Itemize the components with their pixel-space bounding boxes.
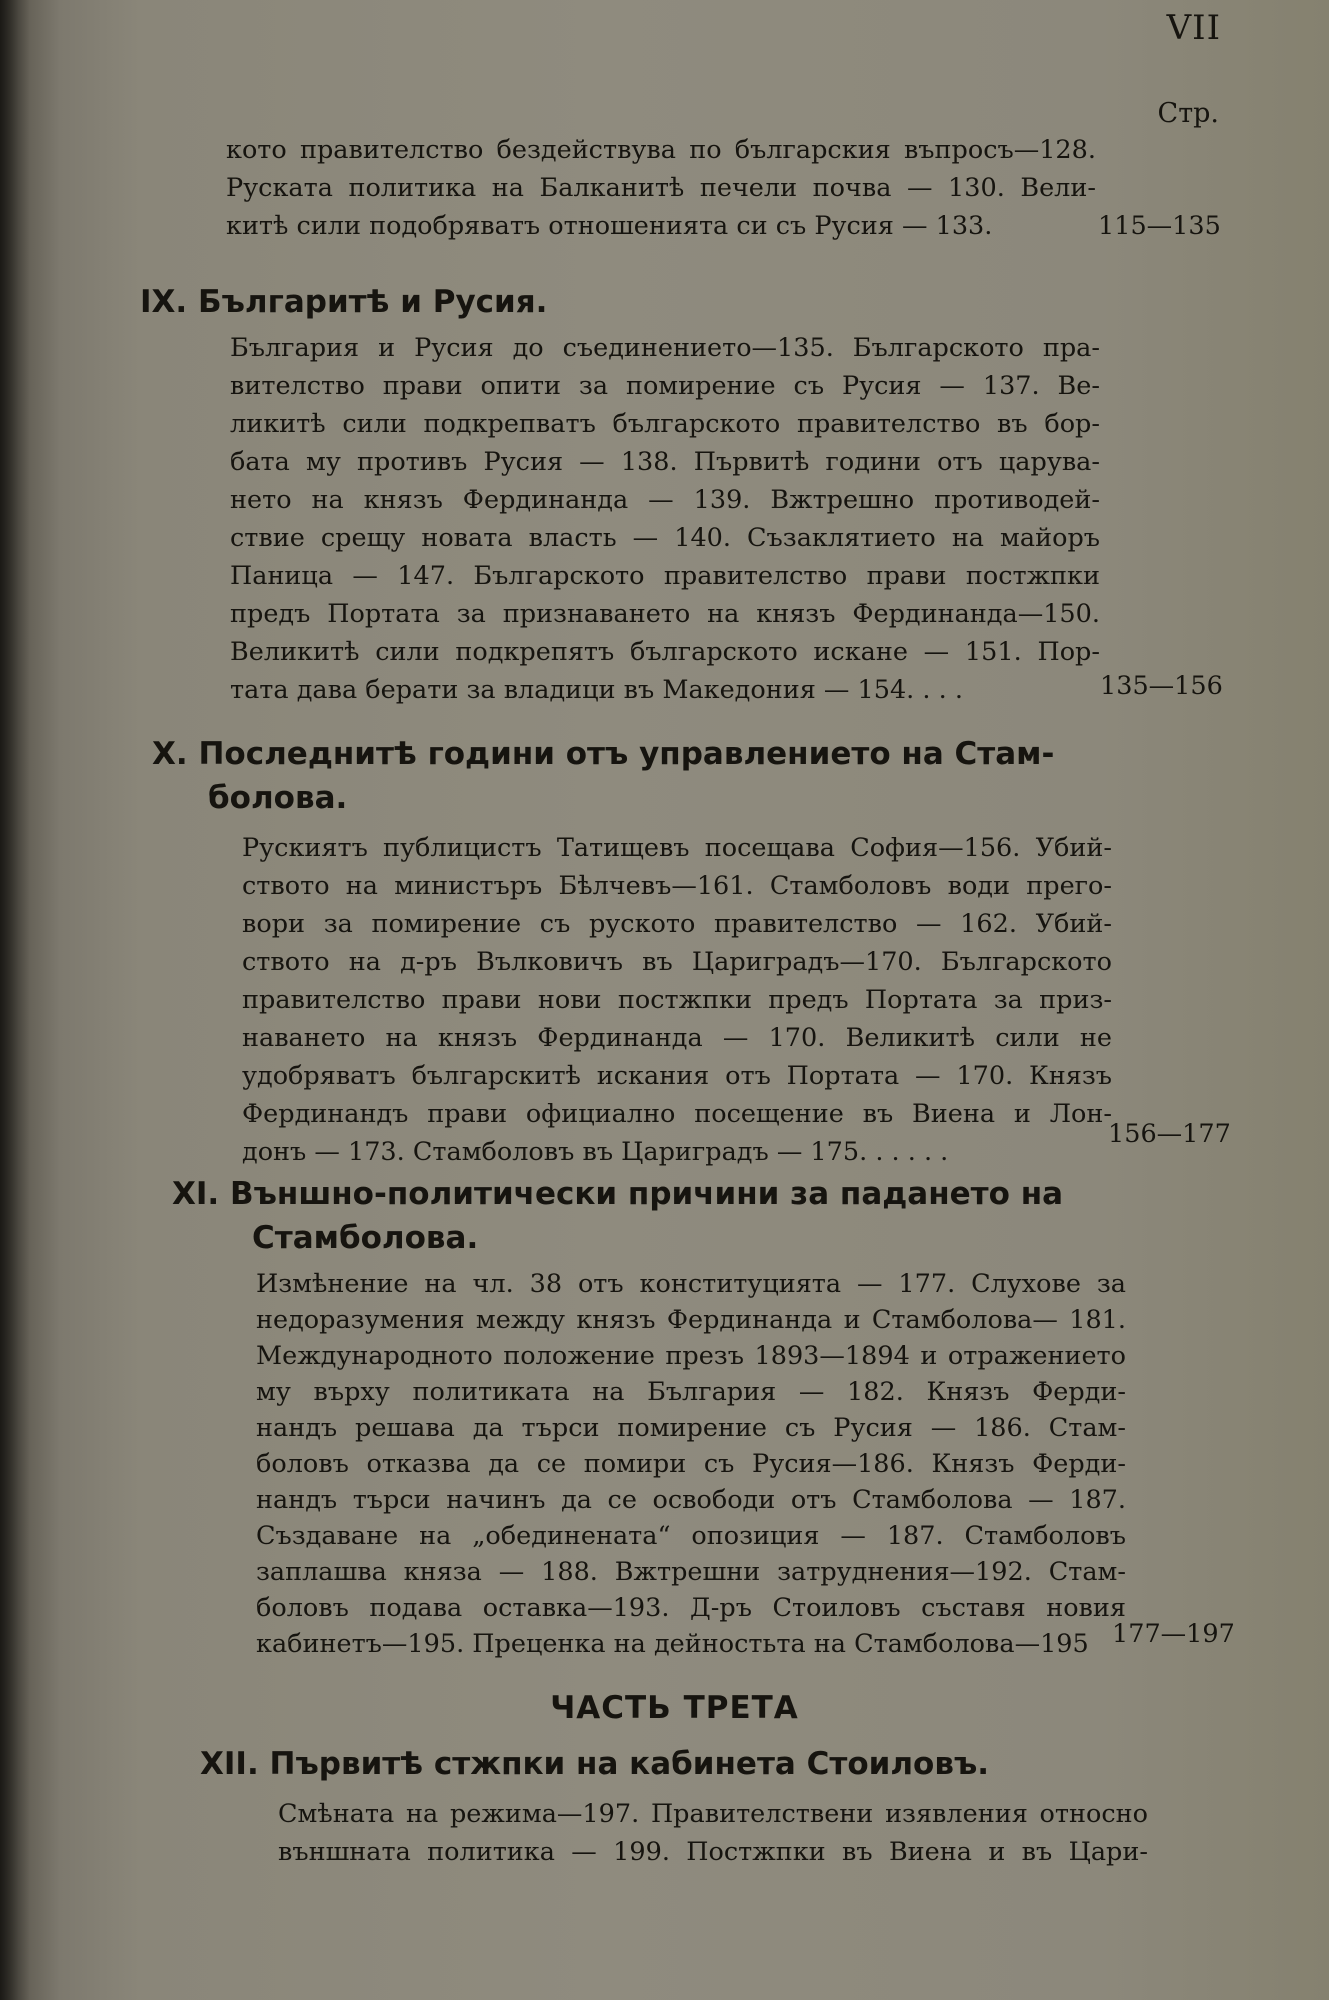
toc-line: нандъ търси начинъ да се освободи отъ Стамболова — 187. — [256, 1485, 1126, 1515]
toc-line: боловъ отказва да се помири съ Русия—186. Князъ Ферди- — [256, 1449, 1126, 1479]
toc-line: му върху политиката на България — 182. Князъ Ферди- — [256, 1377, 1126, 1407]
toc-line: външната политика — 199. Постжпки въ Виена и въ Цари- — [278, 1837, 1148, 1867]
page-column-header: Стр. — [1157, 98, 1219, 129]
page-range: 177—197 — [1112, 1619, 1235, 1649]
page-range: 135—156 — [1100, 671, 1223, 701]
chapter-heading: XI. Външно-политически причини за падането на — [172, 1176, 1064, 1212]
toc-line: нето на князъ Фердинанда — 139. Вжтрешно противодей- — [230, 485, 1100, 515]
toc-line: ликитѣ сили подкрепватъ българското правителство въ бор- — [230, 409, 1100, 439]
page-number: VII — [1166, 8, 1221, 48]
toc-line: Рускиятъ публицистъ Татищевъ посещава София—156. Убий- — [242, 833, 1112, 863]
toc-line: предъ Портата за признаването на князъ Фердинанда—150. — [230, 599, 1100, 629]
toc-line: донъ — 173. Стамболовъ въ Цариградъ — 175. . . . . . — [242, 1137, 949, 1167]
toc-line: кото правителство бездействува по българския въпросъ—128. — [226, 135, 1096, 165]
toc-line: ството на министъръ Бѣлчевъ—161. Стамболовъ води прего- — [242, 871, 1112, 901]
toc-line: удобряватъ българскитѣ искания отъ Портата — 170. Князъ — [242, 1061, 1112, 1091]
chapter-heading-continued: болова. — [208, 780, 348, 816]
toc-line: заплашва княза — 188. Вжтрешни затруднения—192. Стам- — [256, 1557, 1126, 1587]
toc-line: китѣ сили подобряватъ отношенията си съ Русия — 133. — [226, 211, 993, 241]
page-range: 156—177 — [1108, 1119, 1231, 1149]
toc-line: нандъ решава да търси помирение съ Русия — 186. Стам- — [256, 1413, 1126, 1443]
toc-line: ствие срещу новата власть — 140. Съзаклятието на майоръ — [230, 523, 1100, 553]
toc-line: наването на князъ Фердинанда — 170. Великитѣ сили не — [242, 1023, 1112, 1053]
chapter-heading: X. Последнитѣ години отъ управлението на Стам- — [152, 736, 1055, 772]
toc-line: Великитѣ сили подкрепятъ българското искане — 151. Пор- — [230, 637, 1100, 667]
toc-line: България и Русия до съединението—135. Българското пра- — [230, 333, 1100, 363]
toc-line: Измѣнение на чл. 38 отъ конституцията — 177. Слухове за — [256, 1269, 1126, 1299]
toc-line: тата дава берати за владици въ Македония — 154. . . . — [230, 675, 963, 705]
page-range: 115—135 — [1098, 211, 1221, 241]
toc-line: бата му противъ Русия — 138. Първитѣ години отъ царува- — [230, 447, 1100, 477]
toc-line: Фердинандъ прави официално посещение въ Виена и Лон- — [242, 1099, 1112, 1129]
part-title: ЧАСТЬ ТРЕТА — [550, 1690, 799, 1726]
chapter-heading: XII. Първитѣ стжпки на кабинета Стоиловъ. — [200, 1746, 990, 1782]
toc-line: правителство прави нови постжпки предъ Портата за приз- — [242, 985, 1112, 1015]
toc-line: Създаване на „обединената“ опозиция — 187. Стамболовъ — [256, 1521, 1126, 1551]
toc-line: кабинетъ—195. Преценка на дейностьта на Стамболова—195 — [256, 1629, 1089, 1659]
toc-line: ството на д-ръ Вълковичъ въ Цариградъ—170. Българското — [242, 947, 1112, 977]
toc-line: вителство прави опити за помирение съ Русия — 137. Ве- — [230, 371, 1100, 401]
toc-line: вори за помирение съ руското правителство — 162. Убий- — [242, 909, 1112, 939]
toc-line: недоразумения между князъ Фердинанда и Стамболова— 181. — [256, 1305, 1126, 1335]
toc-line: Руската политика на Балканитѣ печели почва — 130. Вели- — [226, 173, 1096, 203]
toc-line: Смѣната на режима—197. Правителствени изявления относно — [278, 1799, 1148, 1829]
chapter-heading-continued: Стамболова. — [252, 1220, 479, 1256]
toc-line: Международното положение презъ 1893—1894 и отражението — [256, 1341, 1126, 1371]
toc-line: боловъ подава оставка—193. Д-ръ Стоиловъ съставя новия — [256, 1593, 1126, 1623]
chapter-heading: IX. Българитѣ и Русия. — [140, 284, 548, 320]
toc-line: Паница — 147. Българското правителство прави постжпки — [230, 561, 1100, 591]
